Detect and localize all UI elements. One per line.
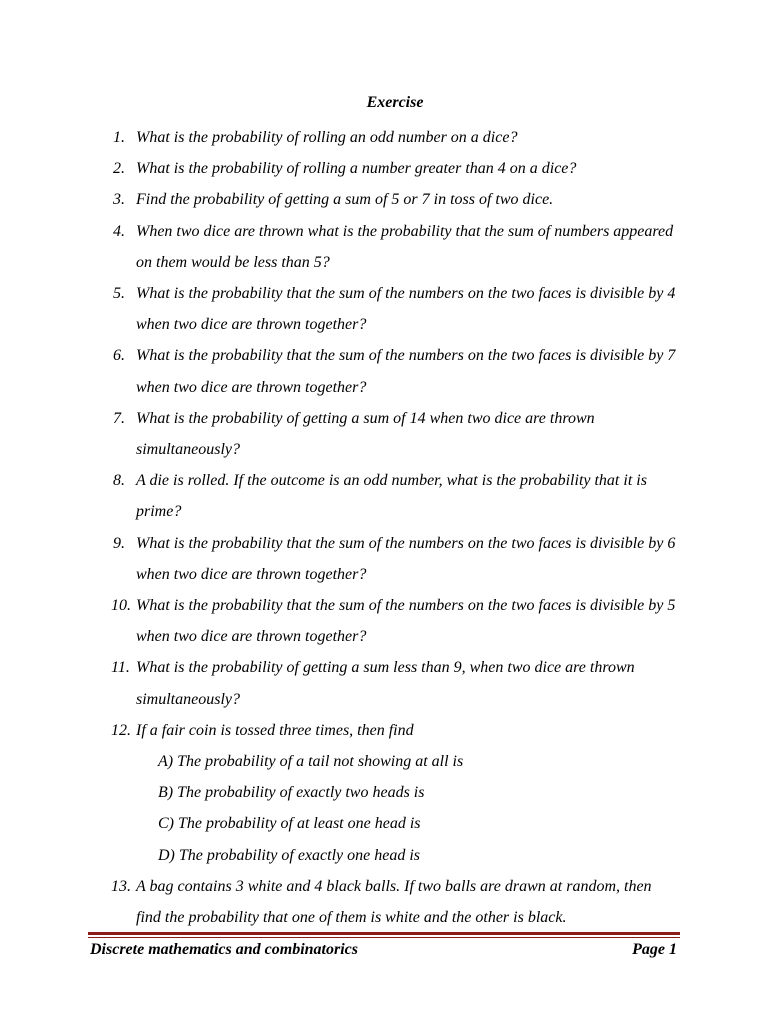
question-2 <box>0 153 768 184</box>
question-text: What is the probability that the sum of the numbers on the two faces is divisible by 7 when two dice are thrown together? <box>136 347 676 396</box>
footer-page-number: Page 1 <box>632 941 677 958</box>
question-text: What is the probability of rolling an odd number on a dice? <box>136 129 518 146</box>
question-number: 2. <box>113 160 125 178</box>
question-number: 11. <box>111 659 130 677</box>
question-text: Find the probability of getting a sum of 5 or 7 in toss of two dice. <box>136 191 554 209</box>
question-3 <box>0 184 768 215</box>
question-10 <box>0 590 768 652</box>
question-number: 7. <box>113 409 125 427</box>
question-7 <box>0 403 768 465</box>
question-number: 3. <box>113 191 125 209</box>
question-number: 10. <box>111 597 131 615</box>
question-text: What is the probability that the sum of the numbers on the two faces is divisible by 5 when two dice are thrown together? <box>136 597 676 646</box>
question-number: 12. <box>111 721 131 739</box>
footer-rule-thick <box>88 932 680 935</box>
sub-question-list <box>0 746 768 871</box>
question-number: 6. <box>113 347 125 365</box>
footer-course-title: Discrete mathematics and combinatorics <box>90 941 358 958</box>
sub-question-b: B) The probability of exactly two heads is <box>158 784 425 802</box>
question-1 <box>0 122 768 153</box>
question-12 <box>0 715 768 871</box>
question-9 <box>0 528 768 590</box>
sub-question-a: A) The probability of a tail not showing at all is <box>158 753 464 771</box>
question-text: If a fair coin is tossed three times, then find <box>136 721 414 739</box>
question-text: What is the probability of getting a sum less than 9, when two dice are thrown simultaneously? <box>136 659 635 708</box>
sub-question-d: D) The probability of exactly one head is <box>158 846 421 864</box>
question-number: 8. <box>113 472 125 490</box>
question-5 <box>0 278 768 340</box>
question-text: What is the probability of rolling a number greater than 4 on a dice? <box>136 160 577 178</box>
question-text: A die is rolled. If the outcome is an odd number, what is the probability that it is prime? <box>136 472 647 521</box>
question-text: What is the probability of getting a sum of 14 when two dice are thrown simultaneously? <box>136 409 595 459</box>
question-number: 4. <box>113 222 125 240</box>
page-title: Exercise <box>366 94 424 111</box>
question-number: 1. <box>113 129 125 146</box>
question-4 <box>0 216 768 278</box>
question-11 <box>0 652 768 714</box>
question-number: 13. <box>111 877 131 895</box>
question-text: What is the probability that the sum of the numbers on the two faces is divisible by 6 when two dice are thrown together? <box>136 534 676 583</box>
question-number: 5. <box>113 285 125 303</box>
question-number: 9. <box>113 534 125 552</box>
question-6 <box>0 340 768 402</box>
question-8 <box>0 465 768 527</box>
question-13 <box>0 871 768 933</box>
question-text: A bag contains 3 white and 4 black balls. If two balls are drawn at random, then find the probability that one of them is white and the other is black. <box>136 877 652 927</box>
question-text: What is the probability that the sum of the numbers on the two faces is divisible by 4 when two dice are thrown together? <box>136 285 676 334</box>
question-text: When two dice are thrown what is the probability that the sum of numbers appeared on them would be less than 5? <box>136 222 674 271</box>
sub-question-c: C) The probability of at least one head is <box>158 815 421 833</box>
exercise-list <box>0 122 768 933</box>
